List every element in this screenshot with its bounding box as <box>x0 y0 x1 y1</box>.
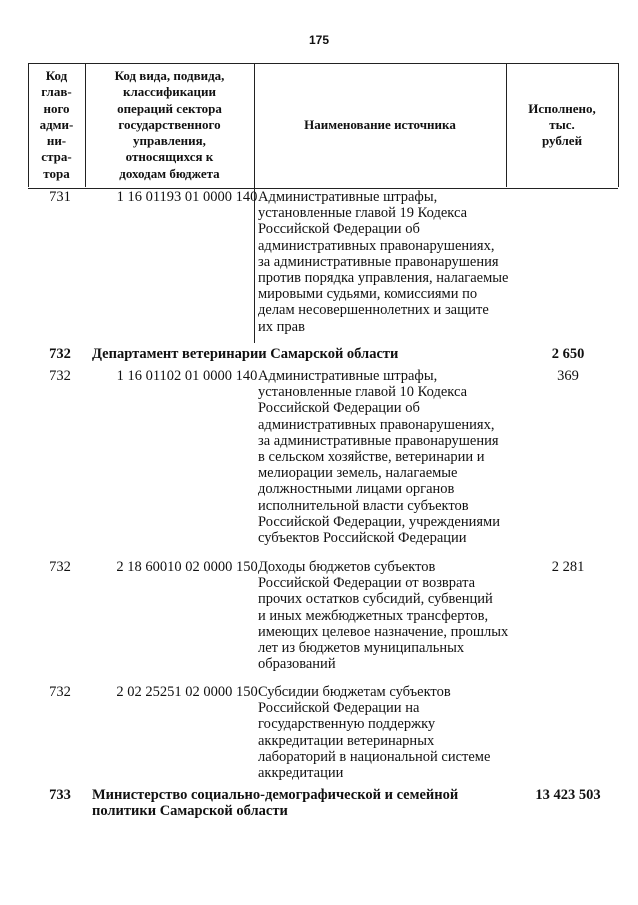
admin-code: 732 <box>49 368 71 384</box>
admin-code: 732 <box>49 684 71 700</box>
source-name: Доходы бюджетов субъектов Российской Федерации от возврата прочих остатков субсидий, субвенций и иных межбюджетных трансфертов, имеющих целевое назначение, прошлых лет из бюджетов муниципальных образований <box>258 559 509 673</box>
admin-code: 732 <box>49 346 71 362</box>
source-name: Административные штрафы, установленные главой 19 Кодекса Российской Федерации об административных правонарушениях, за административные правонарушения против порядка управления, налагаемые мировыми судьями, комиссиями по делам несовершеннолетних и защите их прав <box>258 189 509 335</box>
amount: 2 281 <box>551 559 585 575</box>
column-divider <box>254 187 255 343</box>
page-number: 175 <box>308 33 330 47</box>
header-divider <box>618 63 619 187</box>
source-name: Административные штрафы, установленные главой 10 Кодекса Российской Федерации об административных правонарушениях, за административные правонарушения в сельском хозяйстве, ветеринарии и мелиорации земель, налагаемые должностными лицами органов исполнительной власти субъектов Российской Федерации, учреждениями субъектов Российской Федерации <box>258 368 500 547</box>
header-executed: Исполнено, тыс. рублей <box>528 100 596 149</box>
header-admin-code: Код глав- ного адми- ни- стра- тора <box>39 67 74 181</box>
amount: 369 <box>557 368 579 384</box>
admin-code: 733 <box>49 787 71 803</box>
amount: 2 650 <box>551 346 585 362</box>
admin-code: 732 <box>49 559 71 575</box>
amount: 13 423 503 <box>535 787 601 803</box>
header-kind-code: Код вида, подвида, классификации операций сектора государственного управления, относящихся к доходам бюджета <box>114 67 225 181</box>
kind-code: 2 02 25251 02 0000 150 <box>116 684 258 700</box>
department-name: Министерство социально-демографической и семейной политики Самарской области <box>92 787 459 820</box>
admin-code: 731 <box>49 189 71 205</box>
department-name: Департамент ветеринарии Самарской области <box>92 346 399 362</box>
kind-code: 1 16 01193 01 0000 140 <box>116 189 258 205</box>
header-source-name: Наименование источника <box>304 116 456 132</box>
source-name: Субсидии бюджетам субъектов Российской Федерации на государственную поддержку аккредитации ветеринарных лабораторий в национальной системе аккредитации <box>258 684 491 782</box>
kind-code: 2 18 60010 02 0000 150 <box>116 559 258 575</box>
kind-code: 1 16 01102 01 0000 140 <box>116 368 258 384</box>
